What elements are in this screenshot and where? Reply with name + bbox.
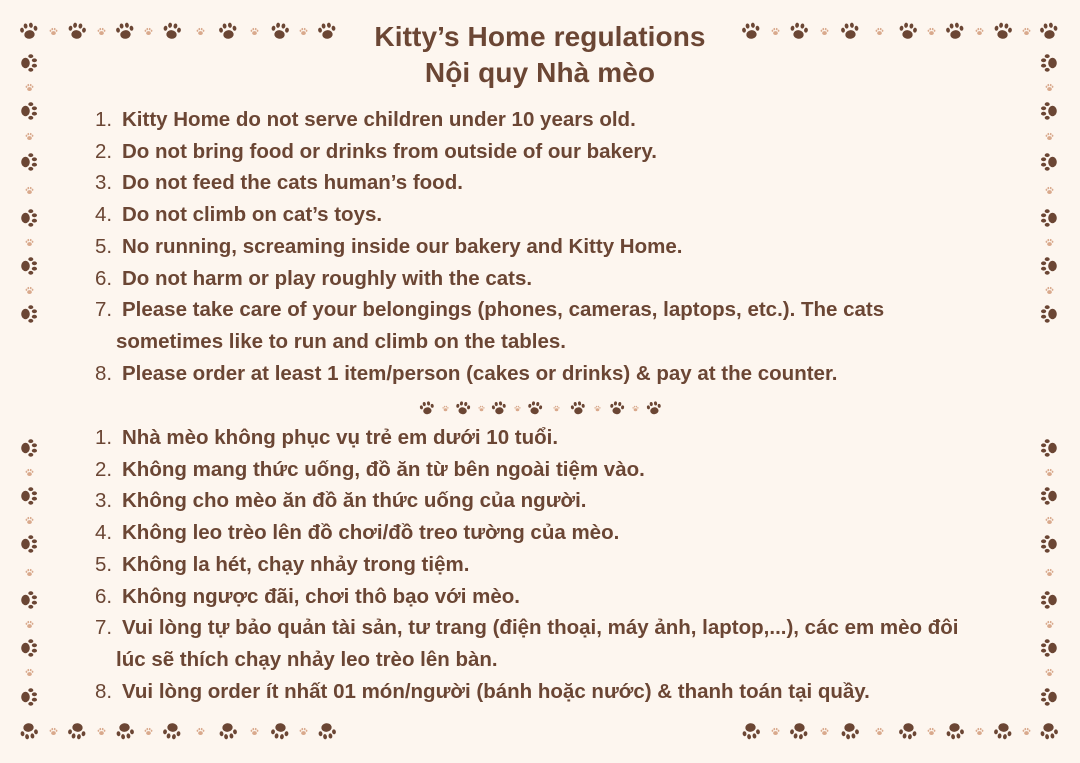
paw-print-icon (19, 687, 39, 707)
small-paw-print-icon (771, 727, 780, 736)
paw-print-icon (993, 721, 1013, 741)
paw-print-icon (19, 304, 39, 324)
small-paw-print-icon (1022, 727, 1031, 736)
title-vietnamese: Nội quy Nhà mèo (424, 57, 656, 88)
small-paw-print-icon (1045, 186, 1054, 195)
paw-print-icon (419, 400, 435, 416)
small-paw-print-icon (1045, 516, 1054, 525)
small-paw-print-icon (25, 516, 34, 525)
paw-print-icon (741, 721, 761, 741)
small-paw-print-icon (25, 238, 34, 247)
rule-item: 3. Không cho mèo ăn đồ ăn thức uống của người. (95, 489, 587, 513)
paw-print-icon (1039, 208, 1059, 228)
title-block (0, 19, 1080, 91)
rule-item: 8. Please order at least 1 item/person (cakes or drinks) & pay at the counter. (95, 361, 838, 385)
rule-item: 4. Do not climb on cat’s toys. (95, 203, 383, 227)
paw-print-icon (491, 400, 507, 416)
paw-print-icon (19, 256, 39, 276)
small-paw-print-icon (144, 727, 153, 736)
paw-print-icon (840, 721, 860, 741)
paw-print-icon (67, 721, 87, 741)
paw-print-icon (570, 400, 586, 416)
rule-item: 3. Do not feed the cats human’s food. (95, 171, 463, 195)
rule-item: 6. Không ngược đãi, chơi thô bạo với mèo. (95, 584, 520, 608)
rule-item: 4. Không leo trèo lên đồ chơi/đồ treo tường của mèo. (95, 521, 620, 545)
rule-continuation: sometimes like to run and climb on the tables. (116, 329, 566, 353)
small-paw-print-icon (1045, 132, 1054, 141)
small-paw-print-icon (25, 568, 34, 577)
small-paw-print-icon (25, 668, 34, 677)
small-paw-print-icon (299, 727, 308, 736)
paw-print-icon (1039, 534, 1059, 554)
small-paw-print-icon (25, 286, 34, 295)
paw-print-icon (1039, 687, 1059, 707)
paw-print-icon (1039, 256, 1059, 276)
small-paw-print-icon (442, 405, 449, 412)
paw-print-icon (19, 534, 39, 554)
paw-print-icon (609, 400, 625, 416)
small-paw-print-icon (196, 727, 205, 736)
small-paw-print-icon (25, 620, 34, 629)
small-paw-print-icon (1045, 238, 1054, 247)
small-paw-print-icon (49, 727, 58, 736)
paw-print-icon (270, 721, 290, 741)
rule-item: 2. Không mang thức uống, đồ ăn từ bên ngoài tiệm vào. (95, 457, 645, 481)
title-english: Kitty’s Home regulations (374, 21, 706, 52)
small-paw-print-icon (594, 405, 601, 412)
rule-item: 7. Vui lòng tự bảo quản tài sản, tư trang (điện thoại, máy ảnh, laptop,...), các em mèo đôi lúc sẽ thích chạy nhảy leo trèo lên bàn. (95, 612, 955, 675)
small-paw-print-icon (927, 727, 936, 736)
rule-continuation: lúc sẽ thích chạy nhảy leo trèo lên bàn. (116, 647, 498, 671)
rule-item: 8. Vui lòng order ít nhất 01 món/người (bánh hoặc nước) & thanh toán tại quầy. (95, 679, 870, 703)
small-paw-print-icon (553, 405, 560, 412)
rule-item: 7. Please take care of your belongings (phones, cameras, laptops, etc.). The cats sometimes like to run and climb on the tables. (95, 294, 955, 357)
paw-print-icon (1039, 638, 1059, 658)
rule-item: 1. Kitty Home do not serve children under 10 years old. (95, 108, 636, 131)
paw-print-icon (646, 400, 662, 416)
small-paw-print-icon (25, 186, 34, 195)
small-paw-print-icon (250, 727, 259, 736)
paw-print-icon (19, 438, 39, 458)
rules-english-list (95, 104, 955, 389)
small-paw-print-icon (1045, 468, 1054, 477)
rule-item: 5. No running, screaming inside our bakery and Kitty Home. (95, 234, 683, 258)
small-paw-print-icon (514, 405, 521, 412)
paw-print-icon (19, 486, 39, 506)
paw-print-icon (527, 400, 543, 416)
paw-print-icon (1039, 152, 1059, 172)
paw-print-icon (19, 101, 39, 121)
paw-divider (418, 399, 664, 417)
small-paw-print-icon (25, 468, 34, 477)
small-paw-print-icon (1045, 286, 1054, 295)
rule-item: 2. Do not bring food or drinks from outside of our bakery. (95, 139, 657, 163)
paw-print-icon (898, 721, 918, 741)
rule-item: 1. Nhà mèo không phục vụ trẻ em dưới 10 tuổi. (95, 426, 559, 449)
small-paw-print-icon (1045, 668, 1054, 677)
paw-print-icon (19, 208, 39, 228)
paw-print-icon (1039, 101, 1059, 121)
paw-print-icon (115, 721, 135, 741)
small-paw-print-icon (25, 132, 34, 141)
rules-vietnamese-list (95, 422, 959, 707)
paw-print-icon (162, 721, 182, 741)
paw-print-icon (218, 721, 238, 741)
small-paw-print-icon (97, 727, 106, 736)
paw-print-icon (1039, 438, 1059, 458)
rule-item: 6. Do not harm or play roughly with the cats. (95, 266, 533, 290)
paw-print-icon (789, 721, 809, 741)
paw-print-icon (1039, 486, 1059, 506)
rule-item: 5. Không la hét, chạy nhảy trong tiệm. (95, 552, 470, 576)
paw-print-icon (19, 152, 39, 172)
paw-print-icon (455, 400, 471, 416)
paw-print-icon (1039, 304, 1059, 324)
paw-print-icon (945, 721, 965, 741)
paw-print-icon (1039, 721, 1059, 741)
small-paw-print-icon (1045, 620, 1054, 629)
small-paw-print-icon (875, 727, 884, 736)
paw-print-icon (19, 721, 39, 741)
small-paw-print-icon (975, 727, 984, 736)
paw-print-icon (19, 590, 39, 610)
small-paw-print-icon (820, 727, 829, 736)
small-paw-print-icon (1045, 568, 1054, 577)
paw-print-icon (317, 721, 337, 741)
paw-print-icon (1039, 590, 1059, 610)
small-paw-print-icon (632, 405, 639, 412)
small-paw-print-icon (478, 405, 485, 412)
paw-print-icon (19, 638, 39, 658)
